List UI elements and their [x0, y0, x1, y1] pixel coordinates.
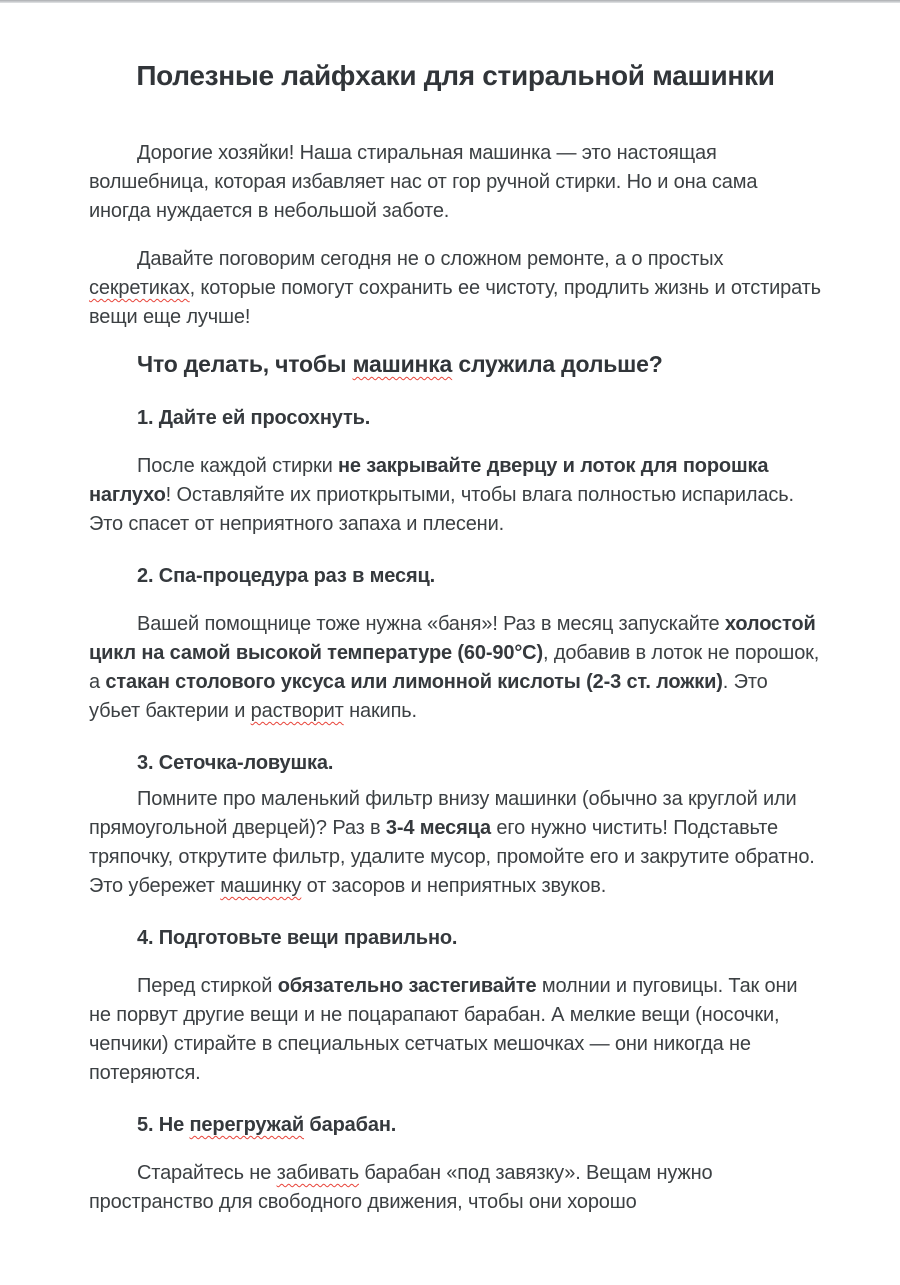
text-run: , которые помогут сохранить ее чистоту, продлить жизнь и отстирать вещи еще лучше! — [89, 277, 821, 328]
document-content — [0, 3, 900, 1217]
bold-text-run: обязательно застегивайте — [277, 975, 537, 997]
tip-4-heading — [89, 924, 822, 953]
text-run: Давайте поговорим сегодня не о сложном ремонте, а о простых — [137, 248, 724, 270]
section-heading — [89, 348, 822, 381]
misspelled-word: машинку — [220, 875, 302, 897]
bold-text-run: холостой цикл на самой высокой температуре (60-90°С) — [89, 613, 816, 664]
text-run: 5. Не — [137, 1114, 190, 1136]
misspelled-word: машинка — [352, 351, 453, 377]
text-run: от засоров и неприятных звуков. — [301, 875, 607, 897]
intro-paragraph-1 — [89, 139, 822, 226]
text-run: 4. Подготовьте вещи правильно. — [137, 927, 458, 949]
text-run: После каждой стирки — [137, 455, 338, 477]
tip-3-heading — [89, 749, 822, 778]
tip-1-paragraph — [89, 452, 822, 539]
misspelled-word: секретиках — [89, 277, 190, 299]
misspelled-word: растворит — [250, 700, 344, 722]
document-title: Полезные лайфхаки для стиральной машинки — [136, 60, 775, 91]
bold-text-run: не закрывайте дверцу и лоток для порошка наглухо — [89, 455, 769, 506]
text-run: Старайтесь не — [137, 1162, 277, 1184]
text-run: . Это убьет бактерии и — [89, 671, 768, 722]
text-run: барабан «под завязку». Вещам нужно пространство для свободного движения, чтобы они хорошо — [89, 1162, 713, 1213]
text-run: Вашей помощнице тоже нужна «баня»! Раз в месяц запускайте — [137, 613, 725, 635]
bold-text-run: стакан столового уксуса или лимонной кислоты (2-3 ст. ложки) — [105, 671, 723, 693]
text-run: Перед стиркой — [137, 975, 278, 997]
misspelled-word: перегружай — [189, 1114, 305, 1136]
text-run: 3. Сеточка-ловушка. — [137, 752, 334, 774]
bold-text-run: 3-4 месяца — [385, 817, 491, 839]
text-run: Дорогие хозяйки! Наша стиральная машинка — это настоящая волшебница, которая избавляет нас от гор ручной стирки. Но и она сама иногда нуждается в небольшой заботе. — [89, 142, 758, 222]
tip-4-paragraph — [89, 972, 822, 1088]
text-run: молнии и пуговицы. Так они не порвут другие вещи и не поцарапают барабан. А мелкие вещи (носочки, чепчики) стирайте в специальных сетчатых мешочках — они никогда не потеряются. — [89, 975, 798, 1084]
text-run: барабан. — [304, 1114, 397, 1136]
text-run: служила дольше? — [452, 351, 663, 377]
text-run: ! Оставляйте их приоткрытыми, чтобы влага полностью испарилась. Это спасет от неприятного запаха и плесени. — [89, 484, 794, 535]
text-run: 2. Спа-процедура раз в месяц. — [137, 565, 436, 587]
tip-1-heading — [89, 404, 822, 433]
text-run: , добавив в лоток не порошок, а — [89, 642, 820, 693]
tip-2-heading — [89, 562, 822, 591]
tip-2-paragraph — [89, 610, 822, 726]
misspelled-word: забивать — [276, 1162, 359, 1184]
text-run: его нужно чистить! Подставьте тряпочку, открутите фильтр, удалите мусор, промойте его и закрутите обратно. Это убережет — [89, 817, 815, 897]
text-run: Помните про маленький фильтр внизу машинки (обычно за круглой или прямоугольной дверцей)? Раз в — [89, 788, 797, 839]
tip-5-paragraph — [89, 1159, 822, 1217]
text-run: накипь. — [343, 700, 417, 722]
text-run: 1. Дайте ей просохнуть. — [137, 407, 371, 429]
tip-3-paragraph — [89, 785, 822, 901]
text-run: Что делать, чтобы — [137, 351, 353, 377]
tip-5-heading — [89, 1111, 822, 1140]
intro-paragraph-2 — [89, 245, 822, 332]
